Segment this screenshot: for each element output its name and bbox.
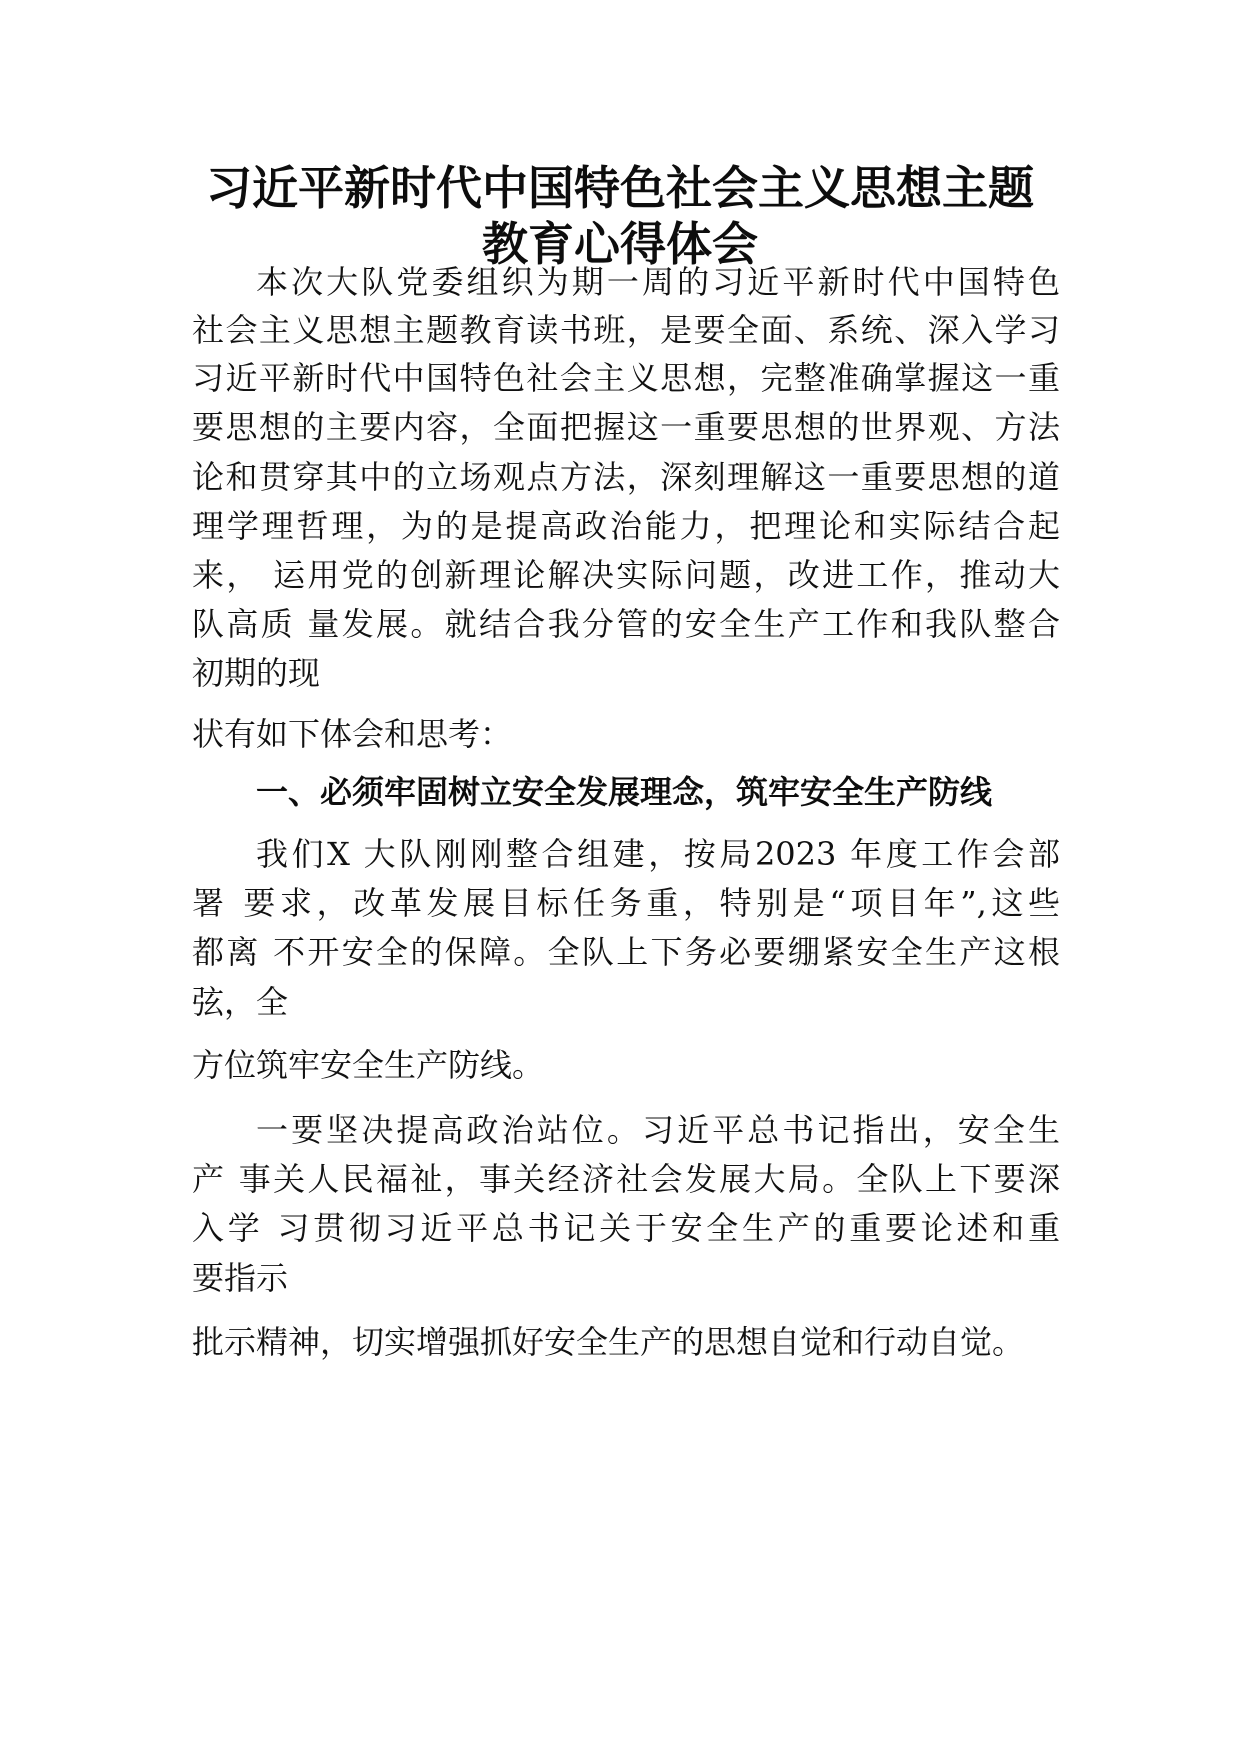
section-1-heading: 一、必须牢固树立安全发展理念，筑牢安全生产防线 (256, 773, 993, 811)
section-1-para-1-line-3: 都离 不开安全的保障。全队上下务必要绷紧安全生产这根 (192, 933, 1060, 971)
intro-line-6: 理学理哲理，为的是提高政治能力，把理论和实际结合起 (192, 507, 1060, 545)
section-1-para-2-line-3: 入学 习贯彻习近平总书记关于安全生产的重要论述和重 (192, 1209, 1060, 1247)
intro-line-2: 社会主义思想主题教育读书班，是要全面、系统、深入学习 (192, 311, 1060, 349)
section-1-para-2-line-2: 产 事关人民福祉，事关经济社会发展大局。全队上下要深 (192, 1160, 1060, 1198)
intro-line-4: 要思想的主要内容，全面把握这一重要思想的世界观、方法 (192, 408, 1060, 446)
section-1-para-1-line-1: 我们X 大队刚刚整合组建，按局2023 年度工作会部 (256, 835, 1060, 873)
intro-line-5: 论和贯穿其中的立场观点方法，深刻理解这一重要思想的道 (192, 458, 1060, 496)
document-title-line-2: 教育心得体会 (482, 217, 758, 271)
intro-line-8: 队高质 量发展。就结合我分管的安全生产工作和我队整合 (192, 605, 1060, 643)
intro-line-7: 来， 运用党的创新理论解决实际问题，改进工作，推动大 (192, 556, 1060, 594)
section-1-para-1-continuation: 方位筑牢安全生产防线。 (192, 1046, 545, 1084)
section-1-para-1-line-4: 弦，全 (192, 983, 289, 1021)
intro-line-9: 初期的现 (192, 654, 321, 692)
intro-continuation: 状有如下体会和思考： (192, 715, 513, 753)
section-1-para-1-line-2: 署 要求，改革发展目标任务重，特别是“项目年”,这些 (192, 884, 1060, 922)
intro-line-3: 习近平新时代中国特色社会主义思想，完整准确掌握这一重 (192, 359, 1060, 397)
intro-line-1: 本次大队党委组织为期一周的习近平新时代中国特色 (256, 263, 1060, 301)
section-1-para-2-line-4: 要指示 (192, 1259, 289, 1297)
section-1-para-2-line-1: 一要坚决提高政治站位。习近平总书记指出，安全生 (256, 1111, 1060, 1149)
document-title-line-1: 习近平新时代中国特色社会主义思想主题 (206, 161, 1034, 215)
section-1-para-2-continuation: 批示精神，切实增强抓好安全生产的思想自觉和行动自觉。 (192, 1323, 1025, 1361)
